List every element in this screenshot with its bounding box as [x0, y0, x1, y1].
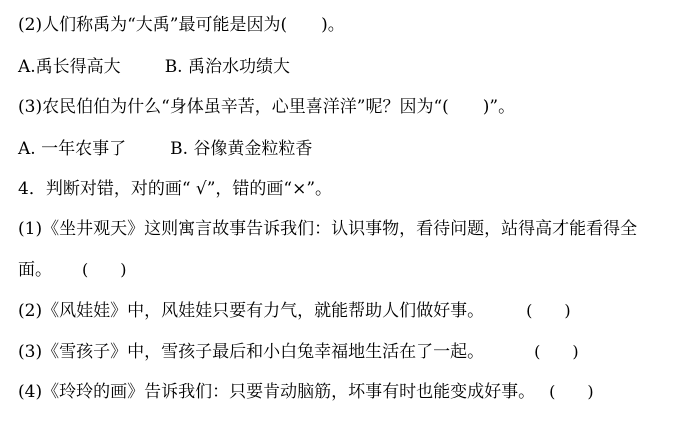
- question-2-text: (2)人们称禹为“大禹”最可能是因为( )。: [18, 15, 345, 35]
- judge-item-1-line1: [18, 218, 693, 240]
- judge-item-2-text: (2)《风娃娃》中，风娃娃只要有力气，就能帮助人们做好事。: [18, 301, 485, 321]
- question-3-option-a: A. 一年农事了: [18, 139, 127, 159]
- question-3-stem: [18, 96, 693, 118]
- judge-item-4: [18, 381, 693, 403]
- judge-item-2-answer-blank[interactable]: ( ): [526, 301, 571, 320]
- judge-item-3: [18, 341, 693, 363]
- question-2-option-a: A.禹长得高大: [18, 57, 121, 77]
- question-2-option-b: B. 禹治水功绩大: [164, 57, 290, 77]
- judge-item-4-answer-blank[interactable]: ( ): [549, 382, 594, 401]
- judge-item-1-text: (1)《坐井观天》这则寓言故事告诉我们：认识事物，看待问题，站得高才能看得全: [18, 219, 638, 239]
- judge-item-4-text: (4)《玲玲的画》告诉我们：只要肯动脑筋，坏事有时也能变成好事。: [18, 382, 536, 402]
- judge-item-1-text-cont: 面。: [18, 260, 52, 280]
- question-2-options: [18, 56, 693, 78]
- question-3-text: (3)农民伯伯为什么“身体虽辛苦，心里喜洋洋”呢？因为“( )”。: [18, 97, 516, 117]
- judge-item-2: [18, 300, 693, 322]
- section-4-heading: [18, 178, 693, 200]
- question-2-stem: [18, 14, 693, 36]
- judge-item-3-answer-blank[interactable]: ( ): [534, 342, 579, 361]
- judge-item-1-answer-blank[interactable]: ( ): [82, 260, 127, 279]
- judge-item-1-line2: [18, 259, 693, 281]
- section-4-heading-text: 4．判断对错，对的画“ √”，错的画“×”。: [18, 179, 333, 199]
- question-3-option-b: B. 谷像黄金粒粒香: [170, 139, 313, 159]
- question-3-options: [18, 138, 693, 160]
- judge-item-3-text: (3)《雪孩子》中，雪孩子最后和小白兔幸福地生活在了一起。: [18, 342, 485, 362]
